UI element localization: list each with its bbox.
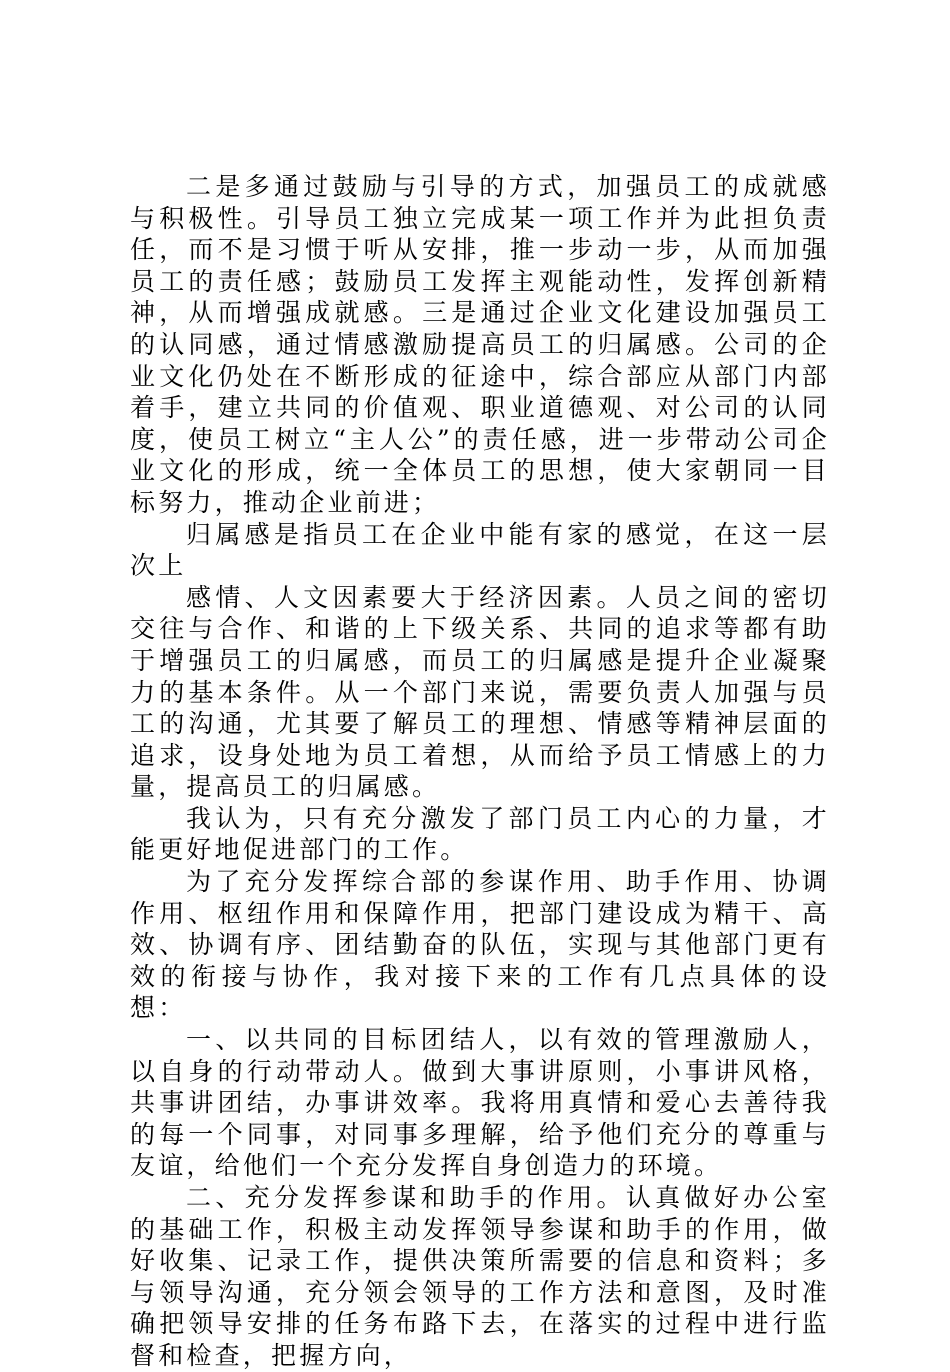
paragraph-plan-item-2: 二、充分发挥参谋和助手的作用。认真做好办公室的基础工作，积极主动发挥领导参谋和助手的作用，做好收集、记录工作，提供决策所需要的信息和资料；多与领导沟通，充分领会领导的工作方法和意图，及时准确把领导安排的任务布路下去，在落实的过程中进行监督和检查，把握方向，	[130, 1183, 830, 1370]
document-body	[130, 171, 830, 1372]
paragraph-belonging-intro: 归属感是指员工在企业中能有家的感觉，在这一层次上	[130, 519, 830, 581]
paragraph-plan-item-1: 一、以共同的目标团结人，以有效的管理激励人，以自身的行动带动人。做到大事讲原则，小事讲风格，共事讲团结，办事讲效率。我将用真情和爱心去善待我的每一个同事，对同事多理解，给予他们充分的尊重与友谊，给他们一个充分发挥自身创造力的环境。	[130, 1025, 830, 1181]
paragraph-belonging-detail: 感情、人文因素要大于经济因素。人员之间的密切交往与合作、和谐的上下级关系、共同的追求等都有助于增强员工的归属感，而员工的归属感是提升企业凝聚力的基本条件。从一个部门来说，需要负责人加强与员工的沟通，尤其要了解员工的理想、情感等精神层面的追求，设身处地为员工着想，从而给予员工情感上的力量，提高员工的归属感。	[130, 582, 830, 802]
paragraph-motivation: 二是多通过鼓励与引导的方式，加强员工的成就感与积极性。引导员工独立完成某一项工作并为此担负责任，而不是习惯于听从安排，推一步动一步，从而加强员工的责任感；鼓励员工发挥主观能动性，发挥创新精神，从而增强成就感。三是通过企业文化建设加强员工的认同感，通过情感激励提高员工的归属感。公司的企业文化仍处在不断形成的征途中，综合部应从部门内部着手，建立共同的价值观、职业道德观、对公司的认同度，使员工树立“主人公”的责任感，进一步带动公司企业文化的形成，统一全体员工的思想，使大家朝同一目标努力，推动企业前进；	[130, 172, 830, 517]
paragraph-opinion: 我认为，只有充分激发了部门员工内心的力量，才能更好地促进部门的工作。	[130, 803, 830, 865]
paragraph-plan-intro: 为了充分发挥综合部的参谋作用、助手作用、协调作用、枢纽作用和保障作用，把部门建设成为精干、高效、协调有序、团结勤奋的队伍，实现与其他部门更有效的衔接与协作，我对接下来的工作有几点具体的设想：	[130, 867, 830, 1023]
